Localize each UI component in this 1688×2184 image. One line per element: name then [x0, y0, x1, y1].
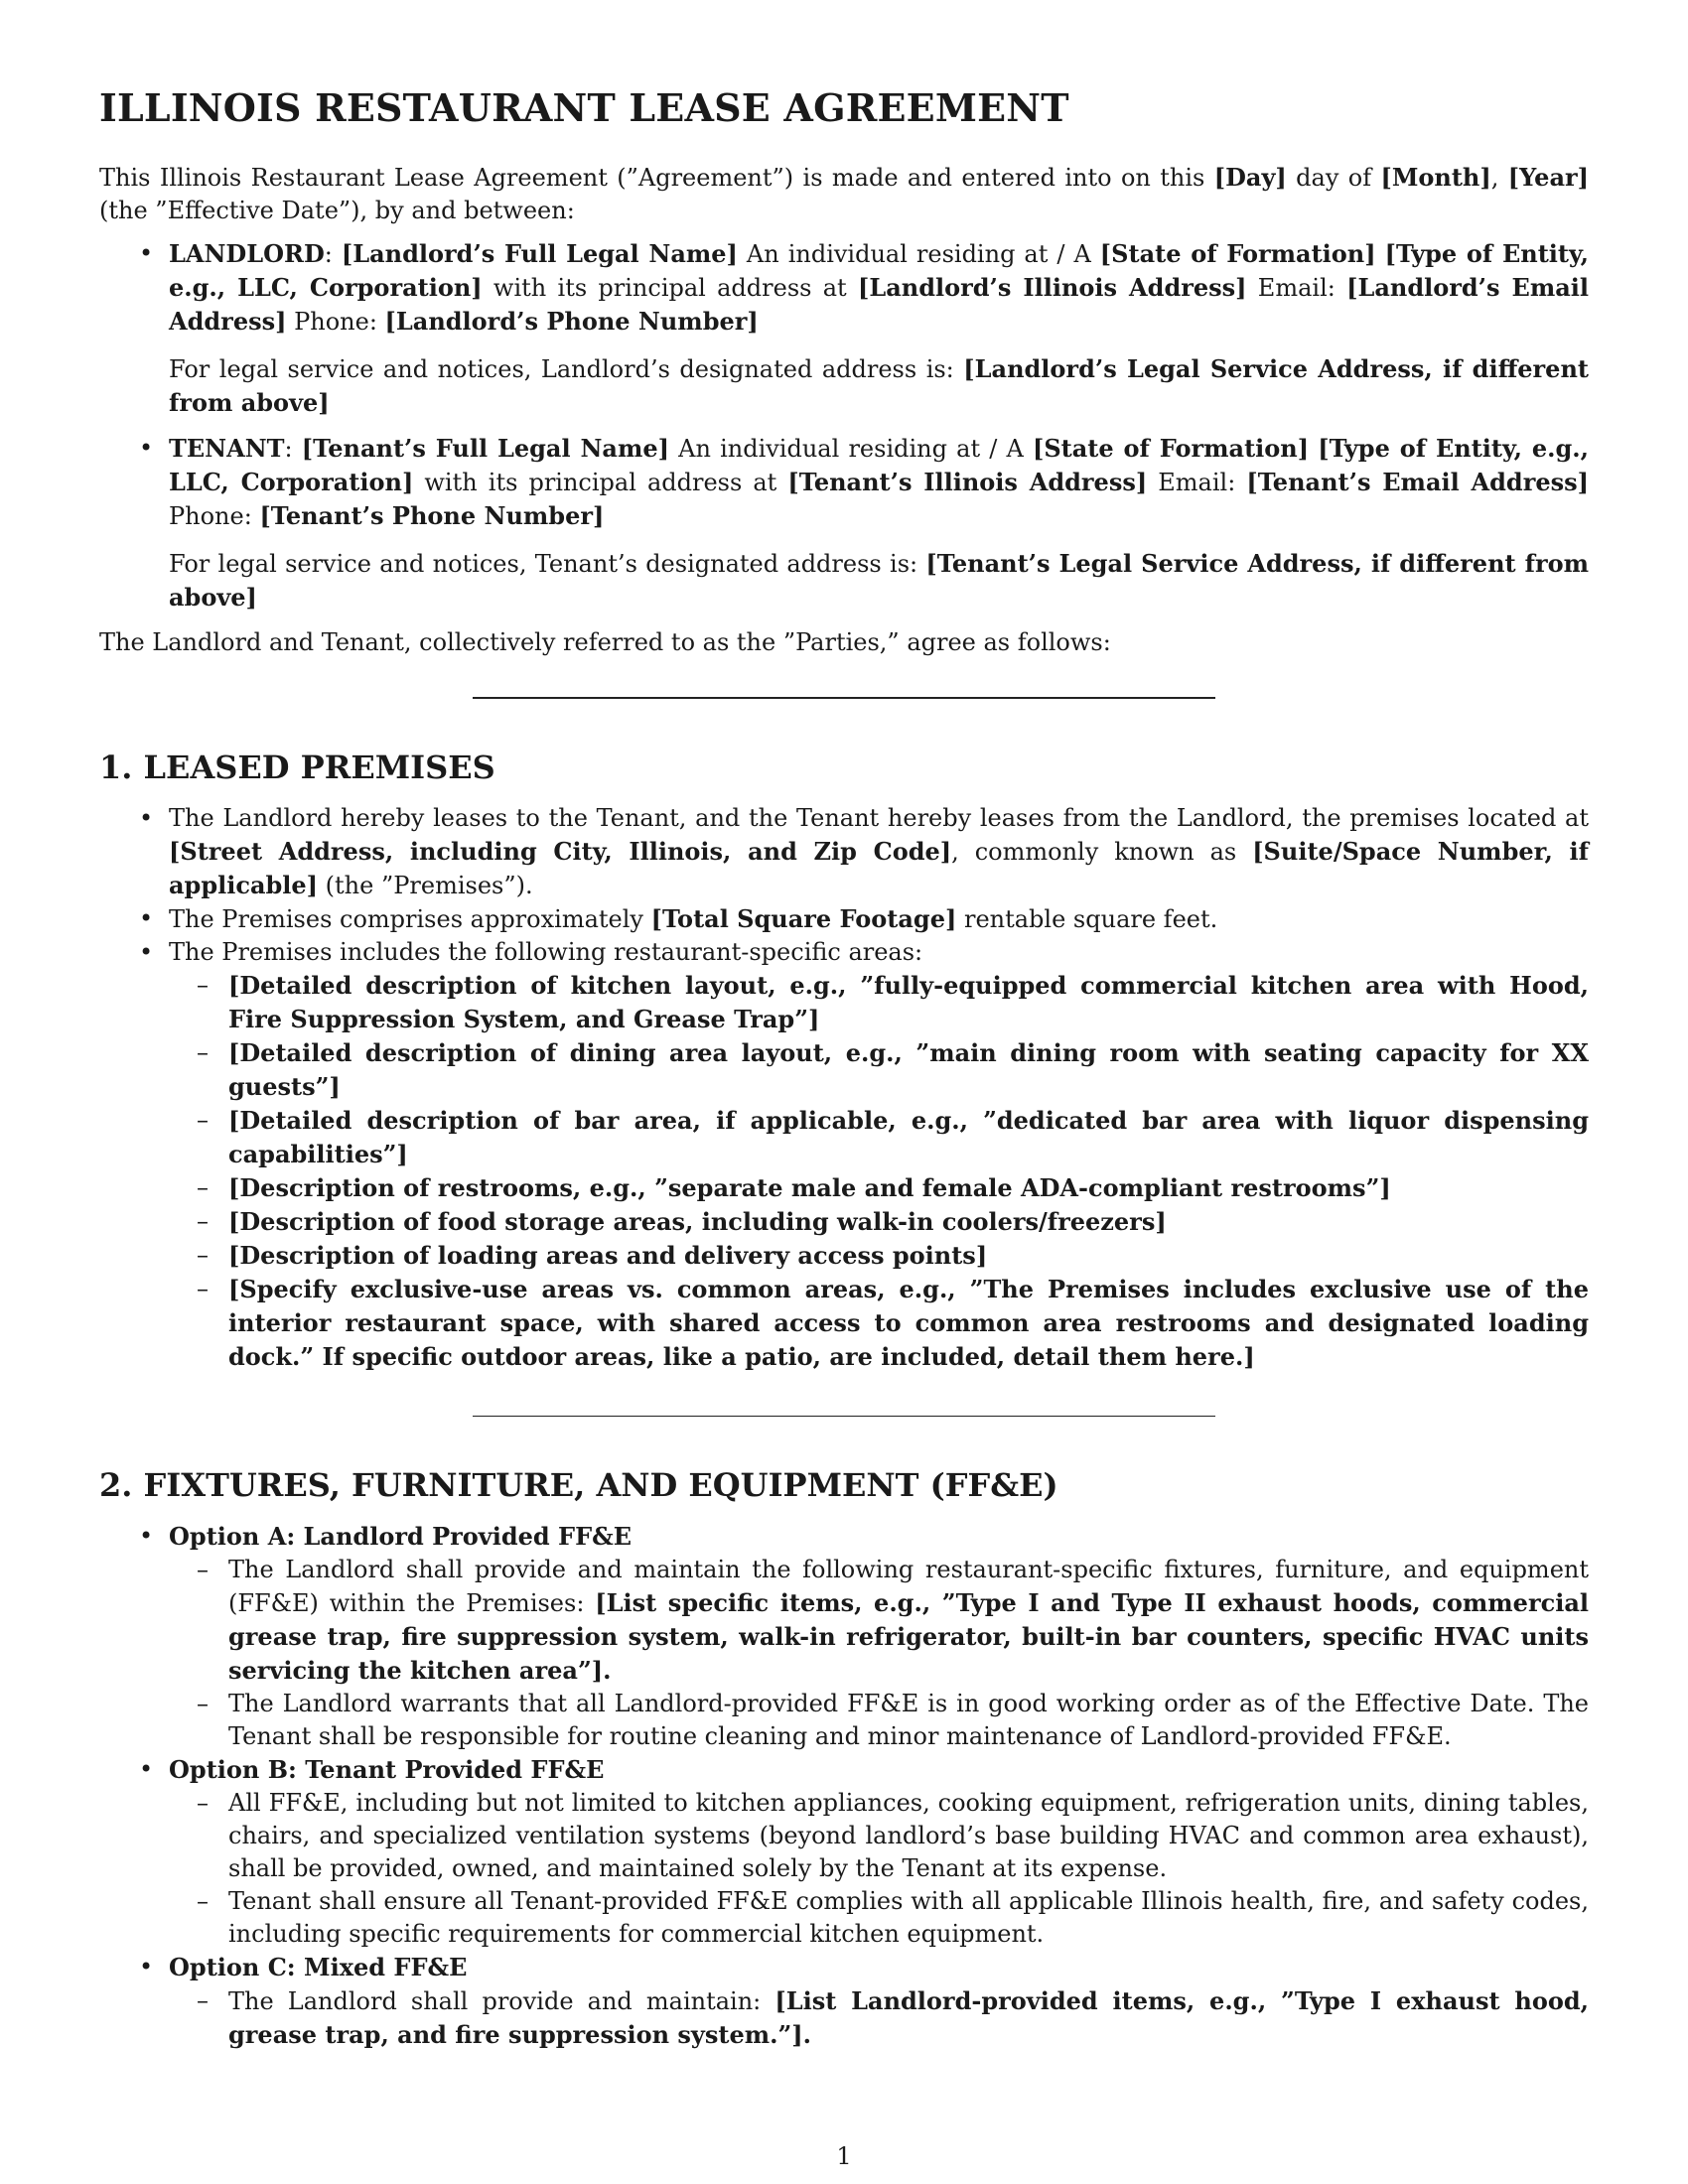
option-a-item-2: – The Landlord warrants that all Landlord-provided FF&E is in good working order as of the Effective Date. The Tenant shall be responsible for routine cleaning and minor maintenance of Landlord-provided FF&E.	[169, 1688, 1589, 1753]
landlord-legal-address: For legal service and notices, Landlord’s designated address is: [Landlord’s Legal Service Address, if different from above]	[169, 353, 1589, 417]
option-a-item	[99, 1520, 1589, 1753]
ffe-options-list	[99, 1520, 1589, 2052]
day-placeholder: [Day]	[1213, 162, 1287, 192]
tenant-item: • TENANT: [Tenant’s Full Legal Name] An individual residing at / A [State of Formation] [Type of Entity, e.g., LLC, Corporation] with its principal address at [Tenant’s Illinois Address] Email: [Tenant’s Email Address] Phone: [Tenant’s Phone Number] For legal service and notices, Tenant’s designated address is: [Tenant’s Legal Service Address, if different from above]	[99, 432, 1589, 614]
intro-paragraph: This Illinois Restaurant Lease Agreement (”Agreement”) is made and entered into on this [Day] day of [Month], [Year] (the ”Effective Date”), by and between:	[99, 162, 1589, 224]
document-page	[99, 85, 1589, 2052]
section-divider	[473, 697, 1215, 699]
area-restrooms: – [Description of restrooms, e.g., ”separate male and female ADA-compliant restrooms”]	[169, 1171, 1589, 1205]
option-b-item-2: – Tenant shall ensure all Tenant-provided FF&E complies with all applicable Illinois health, fire, and safety codes, including specific requirements for commercial kitchen equipment.	[169, 1885, 1589, 1951]
premises-areas-item: • The Premises includes the following restaurant-specific areas: – [Detailed description of kitchen layout, e.g., ”fully-equipped commercial kitchen area with Hood, Fire Suppression System, and Grease Trap”] – [Detailed description of dining area layout, e.g., ”main dining room with seating capacity for XX guests”] – [Detailed description of bar area, if applicable, e.g., ”dedicated bar area with liquor dispensing capabilities”] – [Description of restrooms, e.g., ”separate male and female ADA-compliant restrooms”] – [Description of food storage areas, including walk-in coolers/freezers] – [Description of loading areas and delivery access points] – [Specify exclusive-use areas vs. common areas, e.g., ”The Premises includes exclusive use of the interior restaurant space, with shared access to common area restrooms and designated loading dock.” If specific outdoor areas, like a patio, are included, detail them here.]	[99, 936, 1589, 1374]
option-b-item-1: – All FF&E, including but not limited to kitchen appliances, cooking equipment, refrigeration units, dining tables, chairs, and specialized ventilation systems (beyond landlord’s base building HVAC and common area exhaust), shall be provided, owned, and maintained solely by the Tenant at its expense.	[169, 1787, 1589, 1885]
option-c-label: Option C: Mixed FF&E	[169, 1953, 468, 1982]
option-c-item	[99, 1951, 1589, 2052]
section-1-heading: 1. LEASED PREMISES	[99, 748, 495, 786]
option-a-item-1: – The Landlord shall provide and maintain the following restaurant-specific fixtures, furniture, and equipment (FF&E) within the Premises: [List specific items, e.g., ”Type I and Type II exhaust hoods, commercial grease trap, fire suppression system, walk-in refrigerator, built-in bar counters, specific HVAC units servicing the kitchen area”].	[169, 1554, 1589, 1688]
option-c-sublist	[169, 1984, 1589, 2052]
month-placeholder: [Month]	[1380, 162, 1491, 192]
option-a-label: Option A: Landlord Provided FF&E	[169, 1522, 633, 1552]
option-a-sublist	[169, 1554, 1589, 1753]
landlord-label: LANDLORD	[169, 238, 325, 268]
tenant-label: TENANT	[169, 433, 285, 463]
option-b-label: Option B: Tenant Provided FF&E	[169, 1755, 605, 1785]
area-exclusive-use: – [Specify exclusive-use areas vs. common areas, e.g., ”The Premises includes exclusive use of the interior restaurant space, with shared access to common area restrooms and designated loading dock.” If specific outdoor areas, like a patio, are included, detail them here.]	[169, 1273, 1589, 1374]
areas-list	[169, 969, 1589, 1374]
document-title: ILLINOIS RESTAURANT LEASE AGREEMENT	[99, 85, 1069, 130]
premises-size-item: • The Premises comprises approximately [Total Square Footage] rentable square feet.	[99, 902, 1589, 936]
premises-location-item: • The Landlord hereby leases to the Tenant, and the Tenant hereby leases from the Landlord, the premises located at [Street Address, including City, Illinois, and Zip Code], commonly known as [Suite/Space Number, if applicable] (the ”Premises”).	[99, 802, 1589, 902]
area-kitchen: – [Detailed description of kitchen layout, e.g., ”fully-equipped commercial kitchen area with Hood, Fire Suppression System, and Grease Trap”]	[169, 969, 1589, 1036]
area-food-storage: – [Description of food storage areas, including walk-in coolers/freezers]	[169, 1205, 1589, 1239]
section-2-heading: 2. FIXTURES, FURNITURE, AND EQUIPMENT (FF&E)	[99, 1465, 1058, 1504]
option-b-item	[99, 1753, 1589, 1951]
section-divider	[473, 1416, 1215, 1417]
option-b-sublist	[169, 1787, 1589, 1951]
parties-paragraph: The Landlord and Tenant, collectively referred to as the ”Parties,” agree as follows:	[99, 627, 1111, 656]
parties-list	[99, 237, 1589, 614]
landlord-item: • LANDLORD: [Landlord’s Full Legal Name] An individual residing at / A [State of Formation] [Type of Entity, e.g., LLC, Corporation] with its principal address at [Landlord’s Illinois Address] Email: [Landlord’s Email Address] Phone: [Landlord’s Phone Number] For legal service and notices, Landlord’s designated address is: [Landlord’s Legal Service Address, if different from above]	[99, 237, 1589, 420]
premises-list	[99, 802, 1589, 1374]
tenant-legal-address: For legal service and notices, Tenant’s designated address is: [Tenant’s Legal Service Address, if different from above]	[169, 548, 1590, 612]
area-dining: – [Detailed description of dining area layout, e.g., ”main dining room with seating capacity for XX guests”]	[169, 1036, 1589, 1104]
year-placeholder: [Year]	[1507, 162, 1589, 192]
area-bar: – [Detailed description of bar area, if applicable, e.g., ”dedicated bar area with liquor dispensing capabilities”]	[169, 1104, 1589, 1171]
area-loading: – [Description of loading areas and delivery access points]	[169, 1239, 1589, 1273]
page-number: 1	[836, 2142, 852, 2170]
option-c-item-1: – The Landlord shall provide and maintain: [List Landlord-provided items, e.g., ”Type I exhaust hood, grease trap, and fire suppression system.”].	[169, 1984, 1589, 2052]
